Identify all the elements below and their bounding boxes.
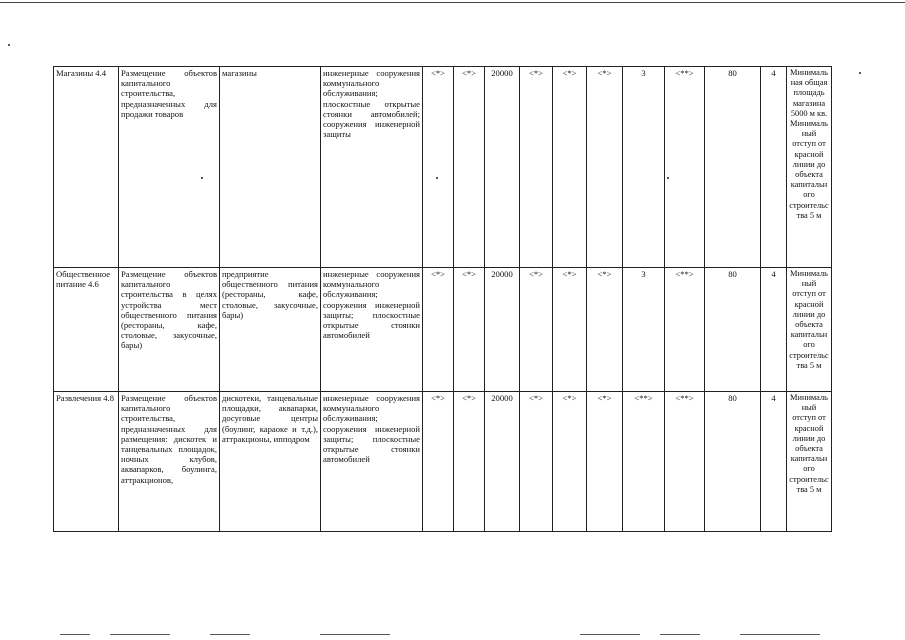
- param-cell: <*>: [423, 67, 454, 268]
- param-cell: <*>: [423, 392, 454, 532]
- param-cell: 80: [705, 67, 761, 268]
- use-type-name: Развлечения 4.8: [54, 392, 119, 532]
- param-cell: <*>: [520, 392, 553, 532]
- param-cell: 80: [705, 268, 761, 392]
- param-cell: <*>: [520, 67, 553, 268]
- param-cell: 3: [623, 67, 665, 268]
- param-cell: <**>: [665, 268, 705, 392]
- param-cell: <*>: [454, 67, 485, 268]
- param-cell: <*>: [454, 268, 485, 392]
- param-cell: <*>: [587, 268, 623, 392]
- scan-speck: [201, 177, 203, 179]
- auxiliary-uses: инженерные сооружения коммунального обслуживания; плоскостные открытые стоянки автомобилей; сооружения инженерной защиты: [321, 67, 423, 268]
- param-cell: 3: [623, 268, 665, 392]
- top-rule: [0, 2, 905, 3]
- param-cell: <*>: [454, 392, 485, 532]
- table-row: [54, 67, 832, 268]
- table-row: [54, 268, 832, 392]
- param-cell: 80: [705, 392, 761, 532]
- param-cell: <*>: [520, 268, 553, 392]
- param-cell: 20000: [485, 67, 520, 268]
- notes-cell: Минимальная общая площадь магазина 5000 м кв. Минимальный отступ от красной линии до объекта капитального строительства 5 м: [787, 67, 832, 268]
- scan-speck: [436, 177, 438, 179]
- notes-cell: Минимальный отступ от красной линии до объекта капитального строительства 5 м: [787, 268, 832, 392]
- use-type-name: Общественное питание 4.6: [54, 268, 119, 392]
- param-cell: <*>: [553, 392, 587, 532]
- scan-speck: [667, 177, 669, 179]
- param-cell: <**>: [665, 392, 705, 532]
- use-examples: предприятие общественного питания (рестораны, кафе, столовые, закусочные, бары): [220, 268, 321, 392]
- auxiliary-uses: инженерные сооружения коммунального обслуживания; сооружения инженерной защиты; плоскостные открытые стоянки автомобилей: [321, 392, 423, 532]
- table-row: [54, 392, 832, 532]
- param-cell: 20000: [485, 268, 520, 392]
- auxiliary-uses: инженерные сооружения коммунального обслуживания; сооружения инженерной защиты; плоскостные открытые стоянки автомобилей: [321, 268, 423, 392]
- use-description: Размещение объектов капитального строительства в целях устройства мест общественного питания (рестораны, кафе, столовые, закусочные, бары): [119, 268, 220, 392]
- param-cell: <*>: [587, 392, 623, 532]
- use-description: Размещение объектов капитального строительства, предназначенных для продажи товаров: [119, 67, 220, 268]
- use-examples: магазины: [220, 67, 321, 268]
- notes-cell: Минимальный отступ от красной линии до объекта капитального строительства 5 м: [787, 392, 832, 532]
- use-examples: дискотеки, танцевальные площадки, аквапарки, досуговые центры (боулинг, караоке и т.д.), аттракционы, ипподром: [220, 392, 321, 532]
- param-cell: 20000: [485, 392, 520, 532]
- scan-speck: [859, 72, 861, 74]
- use-description: Размещение объектов капитального строительства, предназначенных для размещения: дискотек и танцевальных площадок, ночных клубов, аквапарков, боулинга, аттракционов,: [119, 392, 220, 532]
- param-cell: 4: [761, 268, 787, 392]
- param-cell: <**>: [623, 392, 665, 532]
- scan-speck: [8, 44, 10, 46]
- param-cell: 4: [761, 67, 787, 268]
- param-cell: 4: [761, 392, 787, 532]
- scan-bottom-edge-marks: [60, 634, 860, 637]
- param-cell: <*>: [423, 268, 454, 392]
- land-use-regulations-table: [53, 66, 832, 532]
- regulations-table-wrap: [53, 66, 831, 532]
- param-cell: <*>: [553, 268, 587, 392]
- param-cell: <**>: [665, 67, 705, 268]
- param-cell: <*>: [553, 67, 587, 268]
- use-type-name: Магазины 4.4: [54, 67, 119, 268]
- param-cell: <*>: [587, 67, 623, 268]
